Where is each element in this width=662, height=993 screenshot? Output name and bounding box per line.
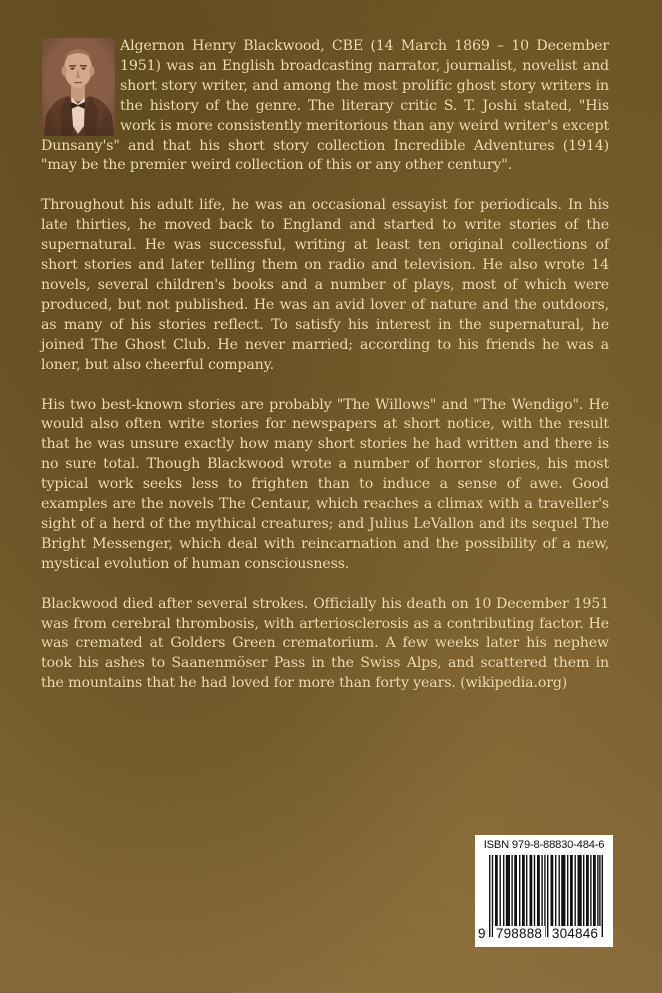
ean-first-digit: 9 bbox=[478, 926, 486, 941]
isbn-label: ISBN 979-8-88830-484-6 bbox=[483, 839, 605, 851]
isbn-barcode bbox=[475, 835, 613, 947]
bio-paragraph-death: Blackwood died after several strokes. Officially his death on 10 December 1951 was from cerebral thrombosis, with arteriosclerosis as a contributing factor. He was cremated at Golders Green crematorium. A few weeks later his nephew took his ashes to Saanenmöser Pass in the Swiss Alps, and scattered them in the mountains that he had loved for more than forty years. (wikipedia.org) bbox=[41, 595, 609, 692]
bio-paragraph-works: His two best-known stories are probably "The Willows" and "The Wendigo". He would also often write stories for newspapers at short notice, with the result that he was unsure exactly how many short stories he had written and there is no sure total. Though Blackwood wrote a number of horror stories, his most typical work seeks less to frighten than to induce a sense of awe. Good examples are the novels The Centaur, which reaches a climax with a traveller's sight of a herd of the mythical creatures; and Julius LeVallon and its sequel The Bright Messenger, which deal with reincarnation and the possibility of a new, mystical evolution of human consciousness. bbox=[41, 396, 609, 572]
bio-paragraph-intro: Algernon Henry Blackwood, CBE (14 March 1869 – 10 December 1951) was an English broadcasting narrator, journalist, novelist and short story writer, and among the most prolific ghost story writers in the history of the genre. The literary critic S. T. Joshi stated, "His work is more consistently meritorious than any weird writer's except Dunsany's" and that his short story collection Incredible Adventures (1914) "may be the premier weird collection of this or any other century". bbox=[41, 38, 609, 174]
biography-text-block bbox=[41, 37, 609, 714]
bio-paragraph-career: Throughout his adult life, he was an occasional essayist for periodicals. In his late thirties, he moved back to England and started to write stories of the supernatural. He was successful, writing at least ten original collections of short stories and later telling them on radio and television. He also wrote 14 novels, several children's books and a number of plays, most of which were produced, but not published. He was an avid lover of nature and the outdoors, as many of his stories reflect. To satisfy his interest in the supernatural, he joined The Ghost Club. He never married; according to his friends he was a loner, but also cheerful company. bbox=[41, 197, 609, 373]
ean-right-digits: 304846 bbox=[549, 926, 601, 941]
author-portrait-icon bbox=[42, 38, 115, 136]
barcode-icon bbox=[489, 855, 603, 937]
ean-left-digits: 798888 bbox=[493, 926, 545, 941]
